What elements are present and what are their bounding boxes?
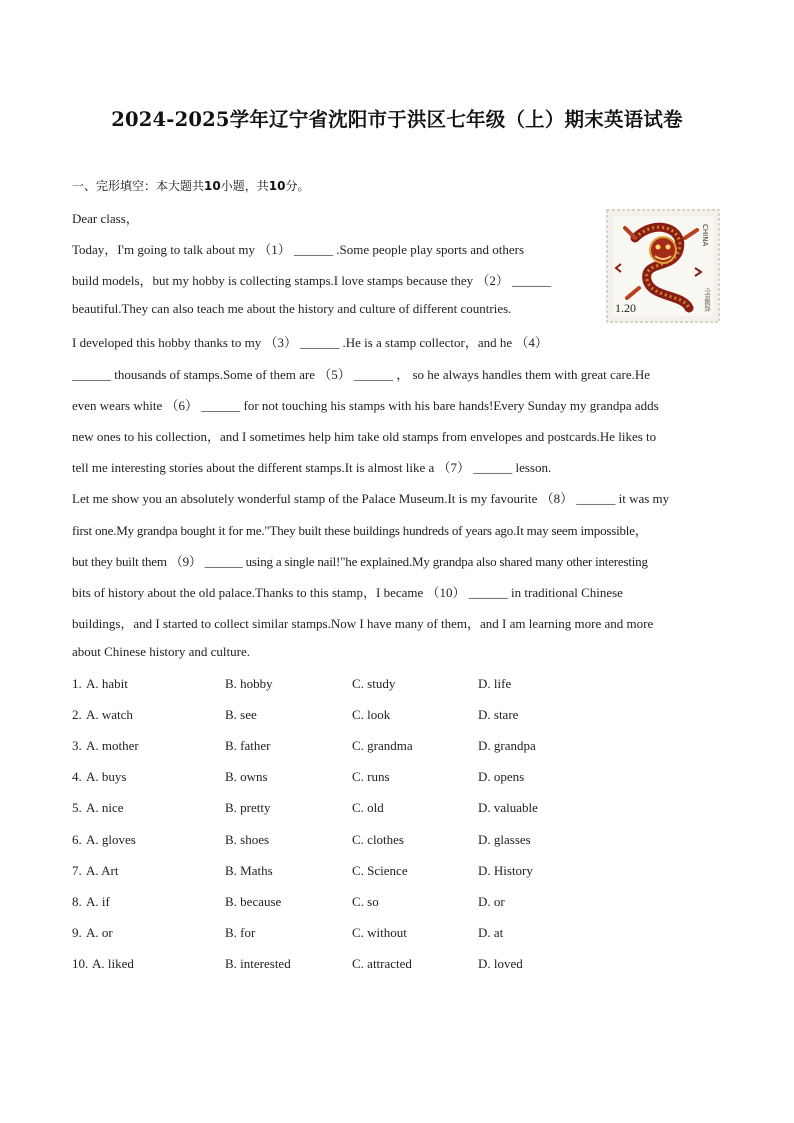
question-number: 4. bbox=[72, 769, 82, 784]
question-number: 3. bbox=[72, 738, 82, 753]
option-b[interactable]: B. see bbox=[225, 707, 257, 722]
option-a[interactable]: A. buys bbox=[86, 769, 127, 784]
section-mid: 小题，共 bbox=[220, 179, 269, 193]
option-c[interactable]: C. attracted bbox=[352, 956, 412, 971]
option-b[interactable]: B. Maths bbox=[225, 863, 273, 878]
option-b[interactable]: B. for bbox=[225, 925, 256, 940]
option-b[interactable]: B. father bbox=[225, 738, 271, 753]
option-a[interactable]: A. liked bbox=[92, 956, 134, 971]
option-c[interactable]: C. look bbox=[352, 707, 391, 722]
passage-line: I developed this hobby thanks to my （3） ______ .He is a stamp collector，and he （4） bbox=[72, 335, 548, 350]
option-c[interactable]: C. old bbox=[352, 800, 384, 815]
question-count: 10 bbox=[204, 179, 221, 193]
option-a[interactable]: A. nice bbox=[86, 800, 124, 815]
option-a[interactable]: A. mother bbox=[86, 738, 139, 753]
option-a[interactable]: A. watch bbox=[86, 707, 133, 722]
section-prefix: 一、完形填空：本大题共 bbox=[72, 179, 205, 193]
option-d[interactable]: D. grandpa bbox=[478, 738, 536, 753]
passage-line: new ones to his collection，and I sometimes help him take old stamps from envelopes and postcards.He likes to bbox=[72, 429, 657, 444]
option-a[interactable]: A. or bbox=[86, 925, 113, 940]
passage-line: tell me interesting stories about the different stamps.It is almost like a （7） ______ lesson. bbox=[72, 460, 552, 475]
option-d[interactable]: D. or bbox=[478, 894, 505, 909]
question-number: 6. bbox=[72, 832, 82, 847]
option-d[interactable]: D. glasses bbox=[478, 832, 531, 847]
option-a[interactable]: A. if bbox=[86, 894, 110, 909]
stamp-country: CHINA bbox=[701, 224, 709, 247]
passage-line: build models，but my hobby is collecting stamps.I love stamps because they （2） ______ bbox=[72, 273, 552, 288]
passage-line: about Chinese history and culture. bbox=[72, 644, 250, 659]
question-number: 2. bbox=[72, 707, 82, 722]
passage-line: even wears white （6） ______ for not touching his stamps with his bare hands!Every Sunday my grandpa adds bbox=[72, 398, 659, 413]
section-score: 10 bbox=[268, 179, 286, 193]
question-number: 5. bbox=[72, 800, 82, 815]
question-number: 8. bbox=[72, 894, 82, 909]
option-b[interactable]: B. hobby bbox=[225, 676, 273, 691]
option-c[interactable]: C. study bbox=[352, 676, 396, 691]
option-a[interactable]: A. habit bbox=[86, 676, 128, 691]
passage-line: Today，I'm going to talk about my （1） ______ .Some people play sports and others bbox=[72, 242, 525, 257]
option-d[interactable]: D. life bbox=[478, 676, 512, 691]
option-b[interactable]: B. because bbox=[225, 894, 282, 909]
question-number: 7. bbox=[72, 863, 82, 878]
passage-line: beautiful.They can also teach me about the history and culture of different countries. bbox=[72, 301, 512, 316]
option-d[interactable]: D. loved bbox=[478, 956, 523, 971]
option-d[interactable]: D. valuable bbox=[478, 800, 538, 815]
passage-line: buildings，and I started to collect similar stamps.Now I have many of them，and I am learning more and more bbox=[72, 616, 654, 631]
option-d[interactable]: D. stare bbox=[478, 707, 519, 722]
section-heading bbox=[72, 177, 309, 194]
page-title: 2024-2025学年辽宁省沈阳市于洪区七年级（上）期末英语试卷 bbox=[111, 108, 683, 131]
question-number: 9. bbox=[72, 925, 82, 940]
option-d[interactable]: D. at bbox=[478, 925, 504, 940]
option-c[interactable]: C. so bbox=[352, 894, 379, 909]
option-b[interactable]: B. owns bbox=[225, 769, 268, 784]
section-suffix: 分。 bbox=[285, 179, 310, 193]
option-c[interactable]: C. grandma bbox=[352, 738, 413, 753]
question-number: 1. bbox=[72, 676, 82, 691]
passage-line: but they built them （9） ______ using a single nail!"he explained.My grandpa also shared many other interesting bbox=[72, 554, 648, 569]
question-number: 10. bbox=[72, 956, 89, 971]
option-d[interactable]: D. opens bbox=[478, 769, 525, 784]
passage-line: Let me show you an absolutely wonderful stamp of the Palace Museum.It is my favourite （8） ______ it was my bbox=[72, 491, 670, 506]
option-b[interactable]: B. shoes bbox=[225, 832, 270, 847]
stamp-post: 中国邮政 bbox=[703, 288, 710, 313]
stamp-value: 1.20 bbox=[615, 301, 636, 315]
dragon-stamp-image bbox=[605, 208, 721, 324]
option-c[interactable]: C. clothes bbox=[352, 832, 404, 847]
passage-line: bits of history about the old palace.Thanks to this stamp，I became （10） ______ in traditional Chinese bbox=[72, 585, 623, 600]
passage-line: Dear class， bbox=[72, 211, 139, 226]
option-a[interactable]: A. gloves bbox=[86, 832, 136, 847]
option-c[interactable]: C. runs bbox=[352, 769, 390, 784]
option-c[interactable]: C. Science bbox=[352, 863, 408, 878]
option-b[interactable]: B. interested bbox=[225, 956, 291, 971]
option-b[interactable]: B. pretty bbox=[225, 800, 271, 815]
passage-line: ______ thousands of stamps.Some of them are （5） ______ ， so he always handles them with great care.He bbox=[72, 367, 651, 382]
option-d[interactable]: D. History bbox=[478, 863, 533, 878]
passage-line: first one.My grandpa bought it for me."They built these buildings hundreds of years ago.It may seem impossible， bbox=[72, 523, 648, 538]
option-a[interactable]: A. Art bbox=[86, 863, 119, 878]
stamp-graphic bbox=[605, 208, 721, 324]
option-c[interactable]: C. without bbox=[352, 925, 407, 940]
